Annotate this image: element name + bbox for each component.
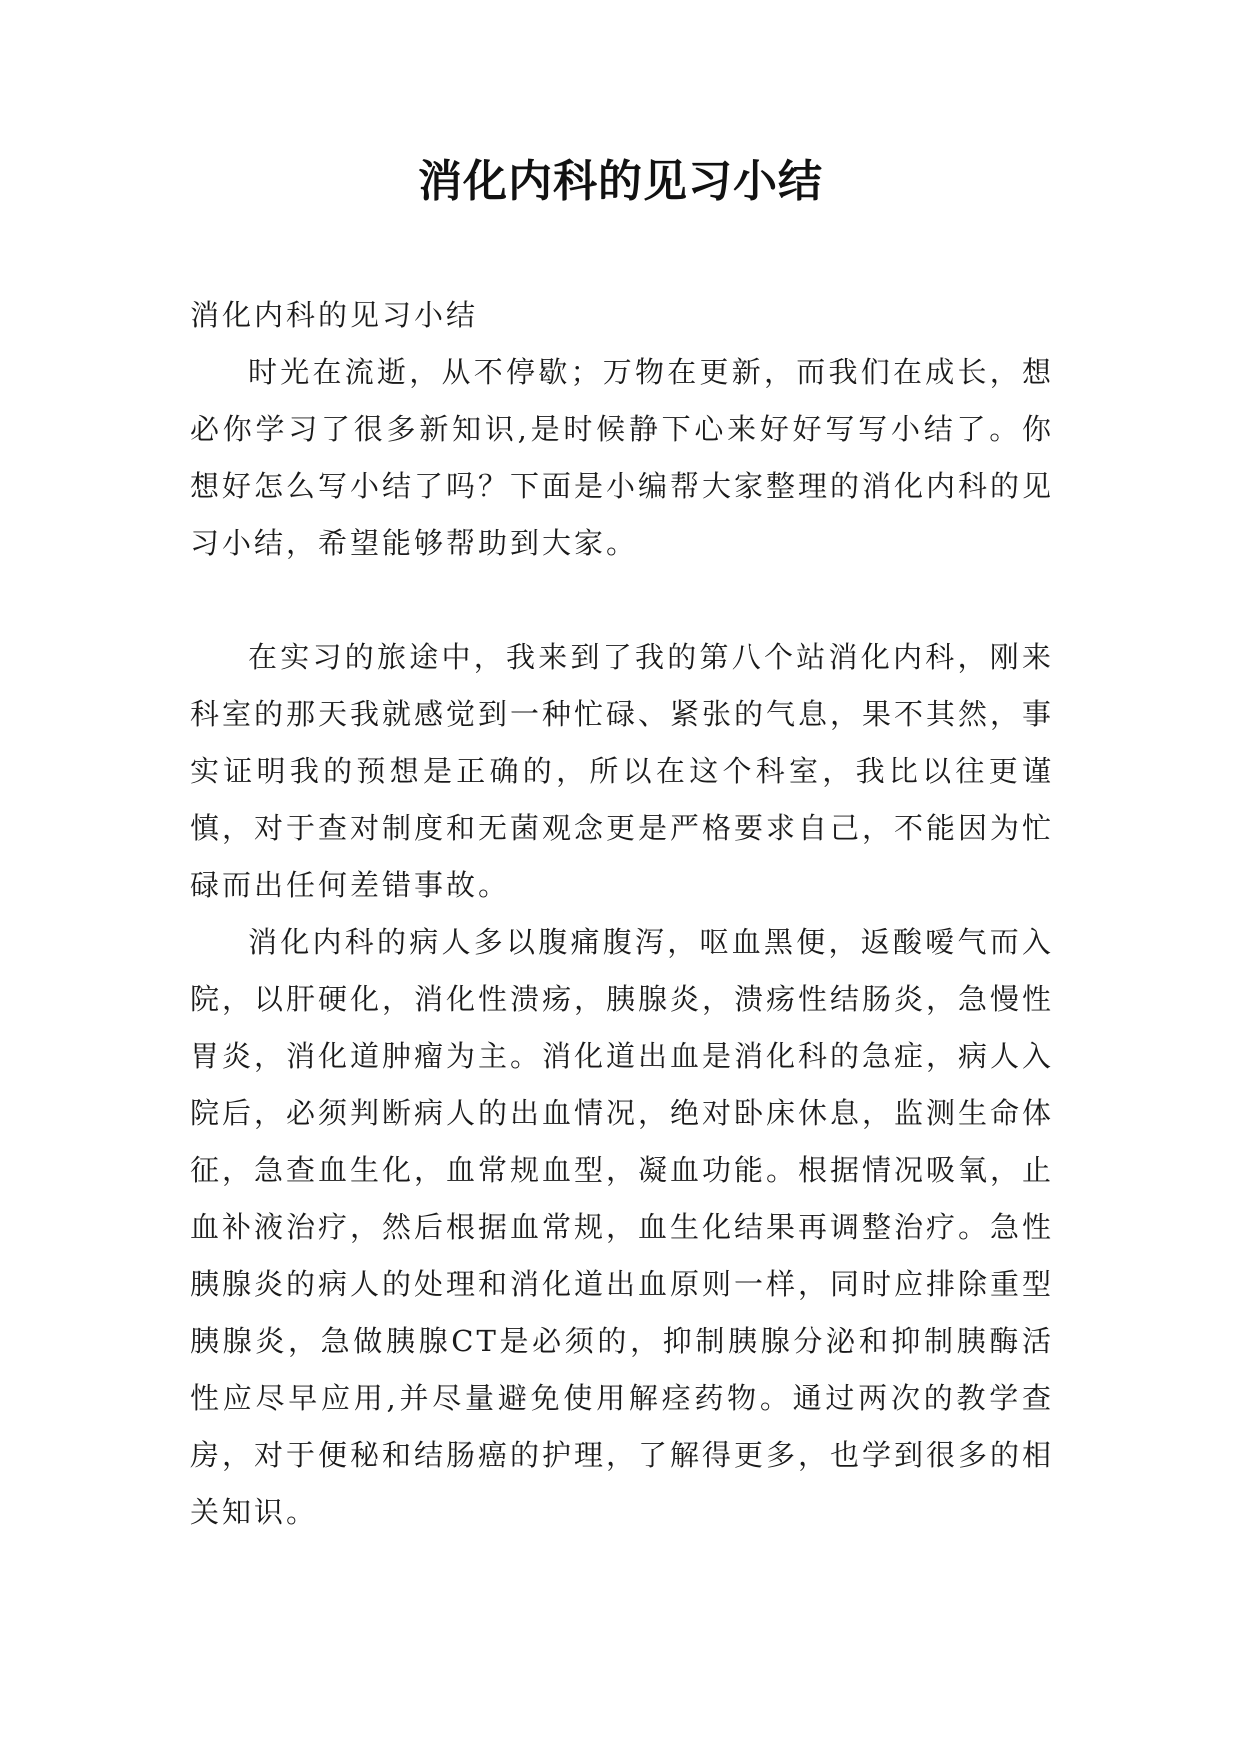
- document-title: 消化内科的见习小结: [418, 156, 823, 207]
- document-subtitle: 消化内科的见习小结: [190, 298, 479, 332]
- document-body: [190, 287, 1054, 1541]
- paragraph-internship: 在实习的旅途中，我来到了我的第八个站消化内科，刚来科室的那天我就感觉到一种忙碌、紧张的气息，果不其然，事实证明我的预想是正确的，所以在这个科室，我比以往更谨慎，对于查对制度和无菌观念更是严格要求自己，不能因为忙碌而出任何差错事故。: [190, 640, 1055, 902]
- paragraph-intro: 时光在流逝，从不停歇；万物在更新，而我们在成长，想必你学习了很多新知识,是时候静下心来好好写写小结了。你想好怎么写小结了吗？下面是小编帮大家整理的消化内科的见习小结，希望能够帮助到大家。: [190, 355, 1055, 560]
- paragraph-spacer: [190, 572, 1054, 629]
- paragraph-patients: 消化内科的病人多以腹痛腹泻，呕血黑便，返酸嗳气而入院，以肝硬化，消化性溃疡，胰腺炎，溃疡性结肠炎，急慢性胃炎，消化道肿瘤为主。消化道出血是消化科的急症，病人入院后，必须判断病人的出血情况，绝对卧床休息，监测生命体征，急查血生化，血常规血型，凝血功能。根据情况吸氧，止血补液治疗，然后根据血常规，血生化结果再调整治疗。急性胰腺炎的病人的处理和消化道出血原则一样，同时应排除重型胰腺炎，急做胰腺CT是必须的，抑制胰腺分泌和抑制胰酶活性应尽早应用,并尽量避免使用解痉药物。通过两次的教学查房，对于便秘和结肠癌的护理，了解得更多，也学到很多的相关知识。: [190, 925, 1055, 1529]
